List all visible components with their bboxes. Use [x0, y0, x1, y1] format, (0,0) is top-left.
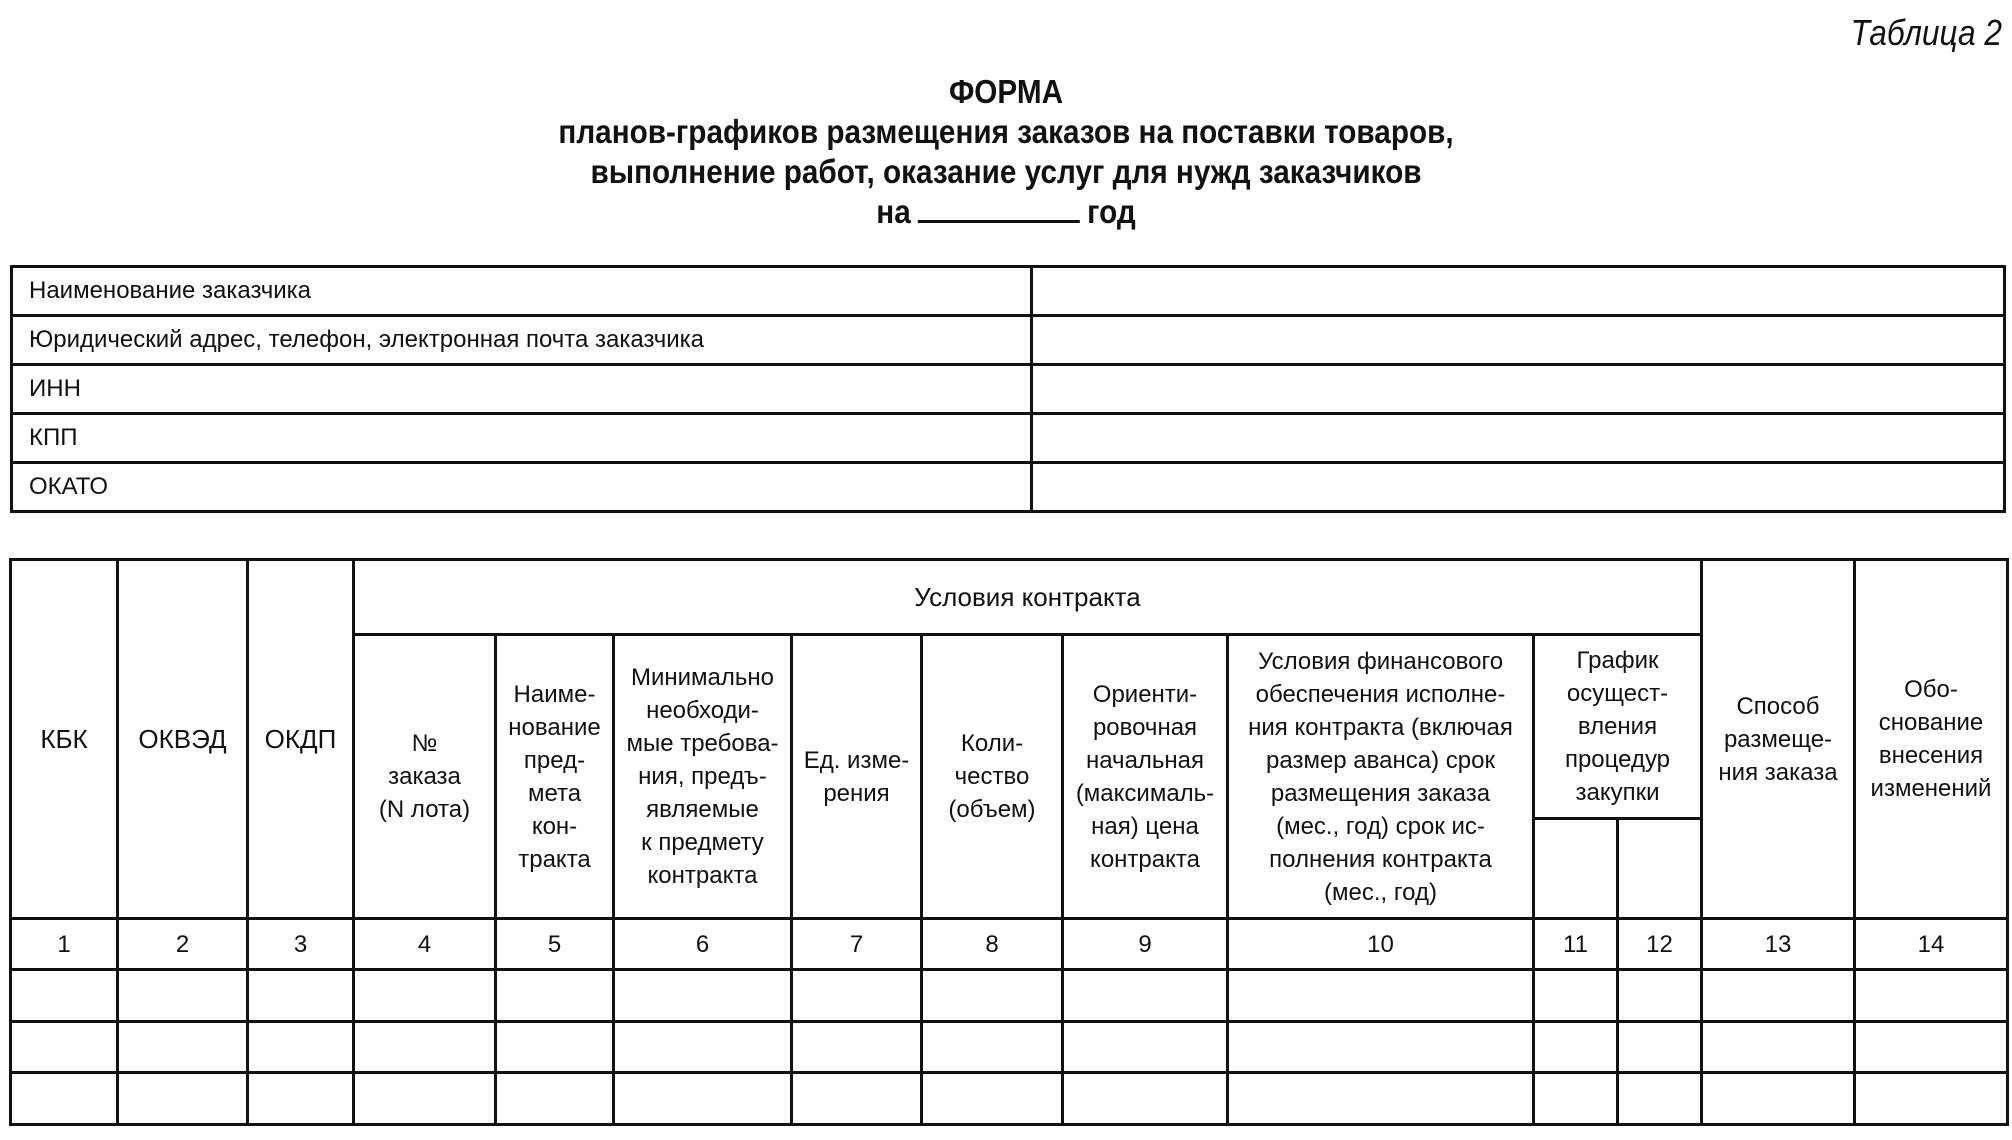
column-number-4-text: 4: [417, 930, 432, 958]
kpp-label: КПП: [12, 414, 1032, 463]
column-number-6: [615, 920, 790, 968]
data-cell[interactable]: [1856, 1074, 2006, 1123]
customer-info-table: [10, 265, 2006, 513]
data-cell[interactable]: [12, 1023, 116, 1071]
column-number-5: [497, 920, 612, 968]
data-cell[interactable]: [615, 1023, 790, 1071]
data-cell[interactable]: [1856, 1023, 2006, 1071]
column-number-14: [1856, 920, 2006, 968]
data-cell[interactable]: [923, 971, 1061, 1020]
column-number-7: [793, 920, 920, 968]
customer-name-label: Наименование заказчика: [12, 267, 1032, 316]
year-blank-field[interactable]: [918, 192, 1080, 223]
data-cell[interactable]: [355, 1023, 494, 1071]
column-header-1: [12, 561, 116, 917]
data-cell[interactable]: [249, 1023, 352, 1071]
column-header-7: [793, 636, 920, 917]
data-cell[interactable]: [1229, 1074, 1532, 1123]
data-cell[interactable]: [249, 1074, 352, 1123]
title-line-2: планов-графиков размещения заказов на поставки товаров,: [558, 113, 1454, 150]
column-number-12-text: 12: [1646, 930, 1673, 958]
data-cell[interactable]: [1064, 1023, 1226, 1071]
column-header-1-text: КБК: [40, 723, 88, 754]
column-number-13-text: 13: [1764, 930, 1792, 958]
data-cell[interactable]: [355, 1074, 494, 1123]
kpp-value[interactable]: [1032, 414, 2005, 463]
column-header-9: [1064, 636, 1226, 917]
data-cell[interactable]: [793, 971, 920, 1020]
data-cell[interactable]: [1703, 1023, 1853, 1071]
data-cell[interactable]: [119, 1023, 246, 1071]
data-cell[interactable]: [497, 971, 612, 1020]
customer-address-value[interactable]: [1032, 316, 2005, 365]
column-header-2: [119, 561, 246, 917]
column-header-14: [1856, 561, 2006, 917]
column-header-13-text: Способ размеще- ния заказа: [1718, 692, 1838, 786]
column-header-11-text: График осущест- вления процедур закупки: [1564, 647, 1671, 806]
title-year-suffix: год: [1087, 193, 1136, 230]
column-number-6-text: 6: [695, 930, 710, 958]
column-header-6-text: Минимально необходи- мые требова- ния, предъ- являемые к предмету контракта: [626, 664, 779, 889]
column-number-5-text: 5: [547, 930, 562, 958]
column-header-4: [355, 636, 494, 917]
column-number-1-text: 1: [57, 930, 71, 958]
column-number-9: [1064, 920, 1226, 968]
data-cell[interactable]: [1535, 1074, 1616, 1123]
column-number-3: [249, 920, 352, 968]
column-number-1: [12, 920, 116, 968]
data-cell[interactable]: [615, 1074, 790, 1123]
column-header-13: [1703, 561, 1853, 917]
data-cell[interactable]: [119, 1074, 246, 1123]
column-number-7-text: 7: [849, 930, 864, 958]
column-header-3: [249, 561, 352, 917]
table-row: [12, 267, 2005, 316]
column-number-12: [1619, 920, 1700, 968]
form-title: [0, 72, 2012, 232]
data-cell[interactable]: [1535, 971, 1616, 1020]
column-number-2: [119, 920, 246, 968]
column-number-13: [1703, 920, 1853, 968]
column-number-11-text: 11: [1563, 930, 1588, 958]
data-cell[interactable]: [923, 1023, 1061, 1071]
column-number-8: [923, 920, 1061, 968]
data-cell[interactable]: [1229, 1023, 1532, 1071]
okato-value[interactable]: [1032, 463, 2005, 512]
data-cell[interactable]: [1619, 1074, 1700, 1123]
data-cell[interactable]: [1703, 1074, 1853, 1123]
column-header-5-text: Наиме- нование пред- мета кон- тракта: [508, 680, 601, 873]
column-header-8-text: Коли- чество (объем): [948, 730, 1036, 823]
column-number-2-text: 2: [175, 930, 190, 958]
column-header-10-text: Условия финансового обеспечения исполне- ния контракта (включая размер аванса) срок размещения заказа (мес., год) срок ис- полнения контракта (мес., год): [1248, 647, 1513, 906]
table-row: [12, 316, 2005, 365]
customer-address-label: Юридический адрес, телефон, электронная почта заказчика: [12, 316, 1032, 365]
data-cell[interactable]: [1064, 971, 1226, 1020]
table-bottom-border: [9, 1123, 2009, 1126]
table-row: [12, 463, 2005, 512]
data-cell[interactable]: [12, 971, 116, 1020]
inn-value[interactable]: [1032, 365, 2005, 414]
column-number-14-text: 14: [1917, 930, 1945, 958]
data-cell[interactable]: [1619, 1023, 1700, 1071]
data-cell[interactable]: [497, 1023, 612, 1071]
column-header-14-text: Обо- снование внесения изменений: [1870, 676, 1992, 802]
table-row: [12, 414, 2005, 463]
data-cell[interactable]: [12, 1074, 116, 1123]
group-header-contract-terms: [355, 561, 1700, 633]
column-number-4: [355, 920, 494, 968]
data-cell[interactable]: [923, 1074, 1061, 1123]
data-cell[interactable]: [249, 971, 352, 1020]
title-line-4: [101, 192, 1912, 232]
title-year-prefix: на: [876, 193, 911, 230]
data-cell[interactable]: [497, 1074, 612, 1123]
data-cell[interactable]: [1619, 971, 1700, 1020]
column-header-4-text: № заказа (N лота): [378, 730, 471, 823]
column-header-7-text: Ед. изме- рения: [803, 746, 910, 807]
column-divider: [2006, 558, 2009, 1126]
column-header-6: [615, 636, 790, 917]
data-cell[interactable]: [355, 971, 494, 1020]
column-number-11: [1535, 920, 1616, 968]
column-header-9-text: Ориенти- ровочная начальная (максималь- ная) цена контракта: [1075, 680, 1215, 873]
column-number-3-text: 3: [293, 930, 308, 958]
title-line-3: выполнение работ, оказание услуг для нужд заказчиков: [590, 153, 1422, 190]
title-line-1: ФОРМА: [948, 73, 1064, 110]
column-number-8-text: 8: [985, 930, 999, 958]
inn-label: ИНН: [12, 365, 1032, 414]
column-header-3-text: ОКДП: [264, 723, 337, 754]
column-number-9-text: 9: [1138, 930, 1152, 958]
data-cell[interactable]: [615, 971, 790, 1020]
column-header-5: [497, 636, 612, 917]
data-cell[interactable]: [1703, 971, 1853, 1020]
group-header-contract-terms-text: Условия контракта: [914, 581, 1141, 612]
table-row: [12, 365, 2005, 414]
schedule-subcolumn-11: [1535, 820, 1616, 917]
column-header-11: [1535, 636, 1700, 817]
column-number-10-text: 10: [1367, 930, 1394, 958]
data-cell[interactable]: [119, 971, 246, 1020]
data-cell[interactable]: [793, 1023, 920, 1071]
column-header-10: [1229, 636, 1532, 917]
table-caption: Таблица 2: [1850, 12, 2002, 53]
data-cell[interactable]: [1535, 1023, 1616, 1071]
column-header-8: [923, 636, 1061, 917]
customer-name-value[interactable]: [1032, 267, 2005, 316]
schedule-subcolumn-12: [1619, 820, 1700, 917]
column-number-10: [1229, 920, 1532, 968]
data-cell[interactable]: [1229, 971, 1532, 1020]
okato-label: ОКАТО: [12, 463, 1032, 512]
data-cell[interactable]: [1064, 1074, 1226, 1123]
column-header-2-text: ОКВЭД: [138, 723, 227, 754]
data-cell[interactable]: [1856, 971, 2006, 1020]
data-cell[interactable]: [793, 1074, 920, 1123]
